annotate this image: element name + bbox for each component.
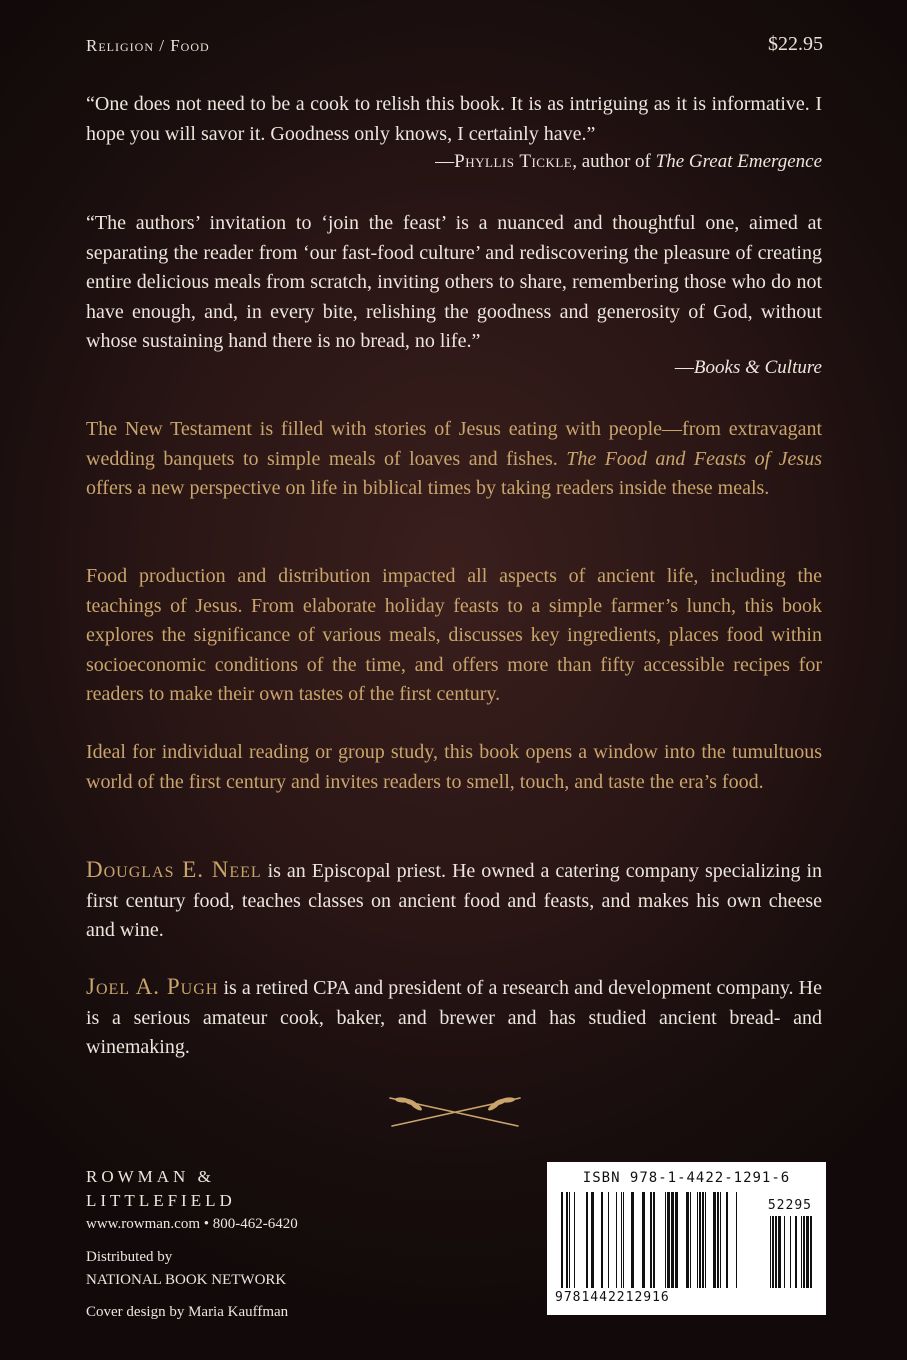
price-label: $22.95 (768, 33, 823, 55)
endorsement-quote-1 (86, 90, 822, 149)
quote-1-text: “One does not need to be a cook to relish this book. It is as intriguing as it is informative. I hope you will savor it. Goodness only knows, I certainly have.” (86, 93, 822, 145)
description-paragraph-3 (86, 738, 822, 797)
distributed-by-label: Distributed by (86, 1249, 173, 1265)
author-bio-text: is a retired CPA and president of a research and development company. He is a serious amateur cook, baker, and brewer and has studied ancient bread- and winemaking. (86, 977, 822, 1058)
author-name: Douglas E. Neel (86, 857, 262, 882)
attribution-middle: , author of (572, 151, 656, 172)
author-bio-2 (86, 972, 822, 1063)
quote-1-attribution (435, 151, 822, 173)
wheat-ornament-icon (370, 1088, 540, 1134)
isbn-barcode (547, 1162, 826, 1315)
attribution-dash: — (435, 151, 455, 172)
desc-p3: Ideal for individual reading or group study, this book opens a window into the tumultuous world of the first century and invites readers to smell, touch, and taste the era’s food. (86, 741, 822, 793)
category-label: Religion / Food (86, 36, 210, 55)
distributor-name: NATIONAL BOOK NETWORK (86, 1272, 287, 1288)
author-bio-1 (86, 855, 822, 946)
endorsement-quote-2 (86, 209, 822, 357)
description-paragraph-1 (86, 415, 822, 504)
attribution-work: The Great Emergence (655, 151, 822, 172)
barcode-digits: 9781442212916 (555, 1290, 670, 1305)
price-code-digits: 52295 (767, 1198, 812, 1213)
publisher-logo-line-2: LITTLEFIELD (86, 1191, 236, 1210)
isbn-number: ISBN 978-1-4422-1291-6 (582, 1170, 791, 1186)
desc-p1-b: offers a new perspective on life in biblical times by taking readers inside these meals. (86, 477, 770, 499)
attribution-author: Phyllis Tickle (454, 151, 573, 172)
author-bio-text: is an Episcopal priest. He owned a catering company specializing in first century food, teaches classes on ancient food and feasts, and makes his own cheese and wine. (86, 860, 823, 941)
attribution-dash: — (674, 357, 694, 378)
publisher-contact: www.rowman.com • 800-462-6420 (86, 1216, 298, 1232)
author-name: Joel A. Pugh (86, 974, 219, 999)
publisher-logo-line-1: ROWMAN & (86, 1167, 215, 1186)
desc-p1-a: The New Testament is filled with stories of Jesus eating with people—from extravagant wedding banquets to simple meals of loaves and fishes. (86, 418, 822, 470)
description-paragraph-2 (86, 562, 822, 710)
quote-2-text: “The authors’ invitation to ‘join the feast’ is a nuanced and thoughtful one, aimed at separating the reader from ‘our fast-food culture’ and rediscovering the pleasure of creating entire delicious meals from scratch, inviting others to share, remembering those who do not have enough, and, in every bite, relishing the goodness and generosity of God, without whose sustaining hand there is no bread, no life.” (86, 212, 822, 352)
cover-credit: Cover design by Maria Kauffman (86, 1304, 289, 1320)
attribution-source: Books & Culture (693, 357, 822, 378)
desc-p2: Food production and distribution impacted all aspects of ancient life, including the teachings of Jesus. From elaborate holiday feasts to a simple farmer’s lunch, this book explores the significance of various meals, discusses key ingredients, places food within socioeconomic conditions of the time, and offers more than fifty accessible recipes for readers to make their own tastes of the first century. (86, 565, 822, 705)
quote-2-attribution (675, 357, 822, 379)
book-title: The Food and Feasts of Jesus (566, 447, 822, 470)
